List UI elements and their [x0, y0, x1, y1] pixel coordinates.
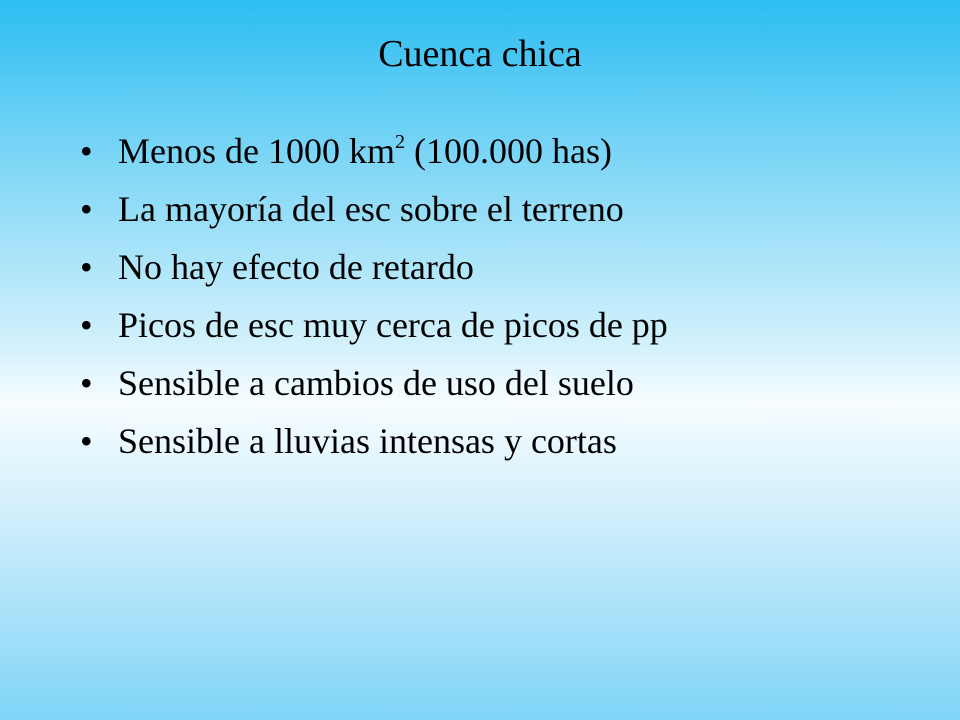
bullet-icon: • [80, 247, 93, 287]
bullet-icon: • [80, 421, 93, 461]
bullet-item-peaks [80, 304, 668, 347]
bullet-text: Picos de esc muy cerca de picos de pp [118, 305, 668, 345]
bullet-item-area [80, 130, 668, 173]
superscript-exponent: 2 [394, 131, 405, 153]
bullet-icon: • [80, 131, 93, 171]
bullet-item-rainfall [80, 420, 668, 463]
bullet-item-runoff [80, 188, 668, 231]
bullet-text-area-prefix: Menos de 1000 km [118, 131, 395, 171]
bullet-list [80, 130, 668, 478]
bullet-text: No hay efecto de retardo [118, 247, 474, 287]
bullet-text: Sensible a lluvias intensas y cortas [118, 421, 617, 461]
bullet-icon: • [80, 189, 93, 229]
bullet-item-land-use [80, 362, 668, 405]
bullet-item-no-delay [80, 246, 668, 289]
bullet-text-area-suffix: (100.000 has) [404, 131, 612, 171]
slide-title: Cuenca chica [378, 33, 582, 75]
bullet-icon: • [80, 363, 93, 403]
bullet-icon: • [80, 305, 93, 345]
bullet-text: Sensible a cambios de uso del suelo [118, 363, 634, 403]
bullet-text: La mayoría del esc sobre el terreno [118, 189, 624, 229]
